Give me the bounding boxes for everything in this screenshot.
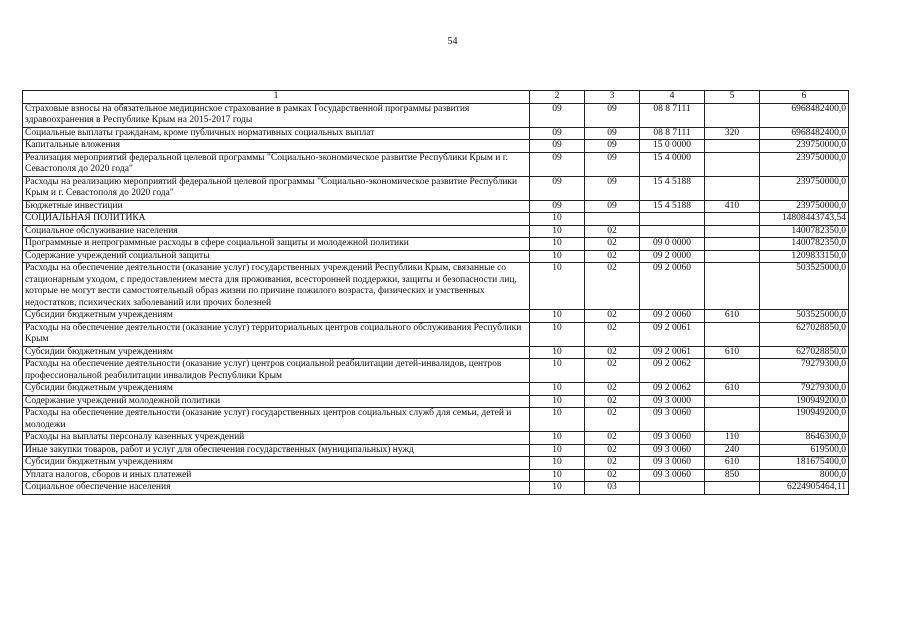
row-description: Программные и непрограммные расходы в сфере социальной защиты и молодежной политики xyxy=(23,238,530,251)
row-target-article-code: 15 4 5188 xyxy=(640,176,705,200)
row-section-code: 10 xyxy=(530,395,585,408)
row-amount: 503525000,0 xyxy=(760,263,849,310)
table-row xyxy=(23,469,849,482)
row-description: Субсидии бюджетным учреждениям xyxy=(23,346,530,359)
row-subsection-code: 02 xyxy=(585,346,640,359)
row-amount: 1400782350,0 xyxy=(760,238,849,251)
row-subsection-code: 09 xyxy=(585,200,640,213)
row-description: Иные закупки товаров, работ и услуг для обеспечения государственных (муниципальных) нужд xyxy=(23,444,530,457)
table-row xyxy=(23,408,849,432)
row-expense-type-code: 240 xyxy=(705,444,760,457)
row-section-code: 09 xyxy=(530,176,585,200)
header-cell-subsection: 3 xyxy=(585,91,640,104)
row-target-article-code: 09 2 0062 xyxy=(640,383,705,396)
row-target-article-code xyxy=(640,225,705,238)
table-row xyxy=(23,200,849,213)
row-subsection-code: 09 xyxy=(585,127,640,140)
row-section-code: 10 xyxy=(530,225,585,238)
table-row xyxy=(23,383,849,396)
row-target-article-code: 15 0 0000 xyxy=(640,140,705,153)
row-target-article-code: 09 2 0060 xyxy=(640,310,705,323)
header-cell-target-article: 4 xyxy=(640,91,705,104)
row-expense-type-code xyxy=(705,140,760,153)
row-amount: 181675400,0 xyxy=(760,457,849,470)
row-target-article-code: 15 4 0000 xyxy=(640,152,705,176)
table-row xyxy=(23,127,849,140)
row-description: Социальное обслуживание населения xyxy=(23,225,530,238)
row-section-code: 10 xyxy=(530,408,585,432)
row-amount: 239750000,0 xyxy=(760,176,849,200)
row-section-code: 10 xyxy=(530,322,585,346)
row-target-article-code: 09 3 0000 xyxy=(640,395,705,408)
row-target-article-code: 09 2 0062 xyxy=(640,359,705,383)
row-expense-type-code: 610 xyxy=(705,383,760,396)
table-row xyxy=(23,346,849,359)
row-section-code: 10 xyxy=(530,432,585,445)
table-row xyxy=(23,482,849,495)
row-expense-type-code xyxy=(705,225,760,238)
row-subsection-code: 09 xyxy=(585,103,640,127)
row-target-article-code: 09 2 0061 xyxy=(640,346,705,359)
table-row xyxy=(23,225,849,238)
row-section-code: 10 xyxy=(530,310,585,323)
row-amount: 6224905464,11 xyxy=(760,482,849,495)
row-subsection-code: 02 xyxy=(585,383,640,396)
table-row xyxy=(23,444,849,457)
row-description: Социальное обеспечение населения xyxy=(23,482,530,495)
row-description: Расходы на обеспечение деятельности (оказание услуг) государственных учреждений Республики Крым, связанные со стационарным уходом, с предоставлением места для проживания, всесторонней поддержки, защиты и безопасности лиц, которые не могут вести самостоятельный образ жизни по причине пожилого возраста, физических и умственных недостатков, психических заболеваний или прочих болезней xyxy=(23,263,530,310)
header-cell-expense-type: 5 xyxy=(705,91,760,104)
row-description: Содержание учреждений молодежной политики xyxy=(23,395,530,408)
row-expense-type-code xyxy=(705,263,760,310)
table-row xyxy=(23,322,849,346)
row-subsection-code: 02 xyxy=(585,238,640,251)
row-expense-type-code xyxy=(705,176,760,200)
row-target-article-code: 09 3 0060 xyxy=(640,444,705,457)
row-target-article-code xyxy=(640,213,705,226)
table-row xyxy=(23,250,849,263)
row-amount: 6968482400,0 xyxy=(760,103,849,127)
row-expense-type-code: 610 xyxy=(705,457,760,470)
row-section-code: 10 xyxy=(530,383,585,396)
header-cell-amount: 6 xyxy=(760,91,849,104)
row-expense-type-code xyxy=(705,482,760,495)
row-description: Субсидии бюджетным учреждениям xyxy=(23,310,530,323)
row-section-code: 10 xyxy=(530,457,585,470)
row-target-article-code: 09 3 0060 xyxy=(640,432,705,445)
row-description: Субсидии бюджетным учреждениям xyxy=(23,383,530,396)
row-description: СОЦИАЛЬНАЯ ПОЛИТИКА xyxy=(23,213,530,226)
row-subsection-code: 02 xyxy=(585,457,640,470)
row-expense-type-code xyxy=(705,359,760,383)
row-amount: 627028850,0 xyxy=(760,346,849,359)
row-amount: 79279300,0 xyxy=(760,383,849,396)
row-amount: 239750000,0 xyxy=(760,140,849,153)
row-subsection-code: 02 xyxy=(585,250,640,263)
page-number: 54 xyxy=(447,36,458,47)
row-expense-type-code: 610 xyxy=(705,310,760,323)
row-description: Уплата налогов, сборов и иных платежей xyxy=(23,469,530,482)
row-amount: 619500,0 xyxy=(760,444,849,457)
row-subsection-code: 02 xyxy=(585,395,640,408)
row-section-code: 10 xyxy=(530,346,585,359)
row-subsection-code: 02 xyxy=(585,359,640,383)
row-section-code: 10 xyxy=(530,213,585,226)
row-subsection-code: 02 xyxy=(585,469,640,482)
table-row xyxy=(23,359,849,383)
row-description: Капитальные вложения xyxy=(23,140,530,153)
table-body xyxy=(23,103,849,494)
row-target-article-code: 09 2 0060 xyxy=(640,263,705,310)
row-amount: 239750000,0 xyxy=(760,152,849,176)
row-target-article-code: 08 8 7111 xyxy=(640,103,705,127)
budget-table xyxy=(22,90,849,495)
row-expense-type-code: 410 xyxy=(705,200,760,213)
table-row xyxy=(23,263,849,310)
row-expense-type-code xyxy=(705,213,760,226)
row-amount: 8000,0 xyxy=(760,469,849,482)
row-section-code: 10 xyxy=(530,444,585,457)
row-expense-type-code xyxy=(705,152,760,176)
row-description: Реализация мероприятий федеральной целевой программы "Социально-экономическое развитие Республики Крым и г. Севастополя до 2020 года" xyxy=(23,152,530,176)
table-row xyxy=(23,176,849,200)
row-amount: 503525000,0 xyxy=(760,310,849,323)
row-description: Социальные выплаты гражданам, кроме публичных нормативных социальных выплат xyxy=(23,127,530,140)
row-subsection-code: 09 xyxy=(585,152,640,176)
row-target-article-code: 09 3 0060 xyxy=(640,408,705,432)
row-section-code: 10 xyxy=(530,238,585,251)
row-subsection-code: 09 xyxy=(585,140,640,153)
row-expense-type-code xyxy=(705,322,760,346)
row-description: Расходы на обеспечение деятельности (оказание услуг) государственных центров социальных служб для семьи, детей и молодежи xyxy=(23,408,530,432)
row-expense-type-code: 850 xyxy=(705,469,760,482)
row-target-article-code: 09 2 0061 xyxy=(640,322,705,346)
table-row xyxy=(23,395,849,408)
header-row xyxy=(23,91,849,104)
row-description: Субсидии бюджетным учреждениям xyxy=(23,457,530,470)
row-target-article-code: 09 3 0060 xyxy=(640,457,705,470)
table-row xyxy=(23,238,849,251)
row-amount: 14808443743,54 xyxy=(760,213,849,226)
row-section-code: 10 xyxy=(530,482,585,495)
row-subsection-code: 02 xyxy=(585,225,640,238)
table-row xyxy=(23,213,849,226)
row-section-code: 09 xyxy=(530,140,585,153)
row-section-code: 10 xyxy=(530,359,585,383)
row-expense-type-code xyxy=(705,395,760,408)
row-description: Расходы на обеспечение деятельности (оказание услуг) центров социальной реабилитации детей-инвалидов, центров профессиональной реабилитации инвалидов Республики Крым xyxy=(23,359,530,383)
row-section-code: 09 xyxy=(530,152,585,176)
row-amount: 1209833150,0 xyxy=(760,250,849,263)
row-expense-type-code xyxy=(705,250,760,263)
row-subsection-code: 03 xyxy=(585,482,640,495)
row-expense-type-code: 110 xyxy=(705,432,760,445)
row-expense-type-code xyxy=(705,238,760,251)
row-description: Бюджетные инвестиции xyxy=(23,200,530,213)
row-amount: 8646300,0 xyxy=(760,432,849,445)
row-target-article-code: 09 0 0000 xyxy=(640,238,705,251)
row-subsection-code: 09 xyxy=(585,176,640,200)
table-row xyxy=(23,140,849,153)
row-amount: 190949200,0 xyxy=(760,395,849,408)
row-expense-type-code xyxy=(705,103,760,127)
table-row xyxy=(23,152,849,176)
table-header xyxy=(23,91,849,104)
row-description: Страховые взносы на обязательное медицинское страхование в рамках Государственной программы развития здравоохранения в Республике Крым на 2015-2017 годы xyxy=(23,103,530,127)
table-row xyxy=(23,432,849,445)
row-description: Расходы на обеспечение деятельности (оказание услуг) территориальных центров социального обслуживания Республики Крым xyxy=(23,322,530,346)
row-amount: 239750000,0 xyxy=(760,200,849,213)
row-subsection-code: 02 xyxy=(585,432,640,445)
row-description: Содержание учреждений социальной защиты xyxy=(23,250,530,263)
table-row xyxy=(23,457,849,470)
header-cell-description: 1 xyxy=(23,91,530,104)
header-cell-section: 2 xyxy=(530,91,585,104)
row-section-code: 10 xyxy=(530,469,585,482)
row-section-code: 09 xyxy=(530,127,585,140)
row-section-code: 09 xyxy=(530,103,585,127)
row-subsection-code: 02 xyxy=(585,444,640,457)
row-amount: 79279300,0 xyxy=(760,359,849,383)
row-expense-type-code: 610 xyxy=(705,346,760,359)
row-amount: 6968482400,0 xyxy=(760,127,849,140)
row-description: Расходы на реализацию мероприятий федеральной целевой программы "Социально-экономическое развитие Республики Крым и г. Севастополя до 2020 года" xyxy=(23,176,530,200)
row-amount: 627028850,0 xyxy=(760,322,849,346)
row-description: Расходы на выплаты персоналу казенных учреждений xyxy=(23,432,530,445)
row-subsection-code: 02 xyxy=(585,408,640,432)
row-target-article-code: 15 4 5188 xyxy=(640,200,705,213)
row-section-code: 10 xyxy=(530,263,585,310)
row-section-code: 10 xyxy=(530,250,585,263)
row-expense-type-code: 320 xyxy=(705,127,760,140)
row-section-code: 09 xyxy=(530,200,585,213)
row-target-article-code: 09 3 0060 xyxy=(640,469,705,482)
row-target-article-code xyxy=(640,482,705,495)
row-amount: 190949200,0 xyxy=(760,408,849,432)
row-subsection-code: 02 xyxy=(585,322,640,346)
table-row xyxy=(23,103,849,127)
row-target-article-code: 09 2 0000 xyxy=(640,250,705,263)
row-expense-type-code xyxy=(705,408,760,432)
row-subsection-code: 02 xyxy=(585,310,640,323)
row-subsection-code xyxy=(585,213,640,226)
row-amount: 1400782350,0 xyxy=(760,225,849,238)
table-row xyxy=(23,310,849,323)
row-subsection-code: 02 xyxy=(585,263,640,310)
row-target-article-code: 08 8 7111 xyxy=(640,127,705,140)
